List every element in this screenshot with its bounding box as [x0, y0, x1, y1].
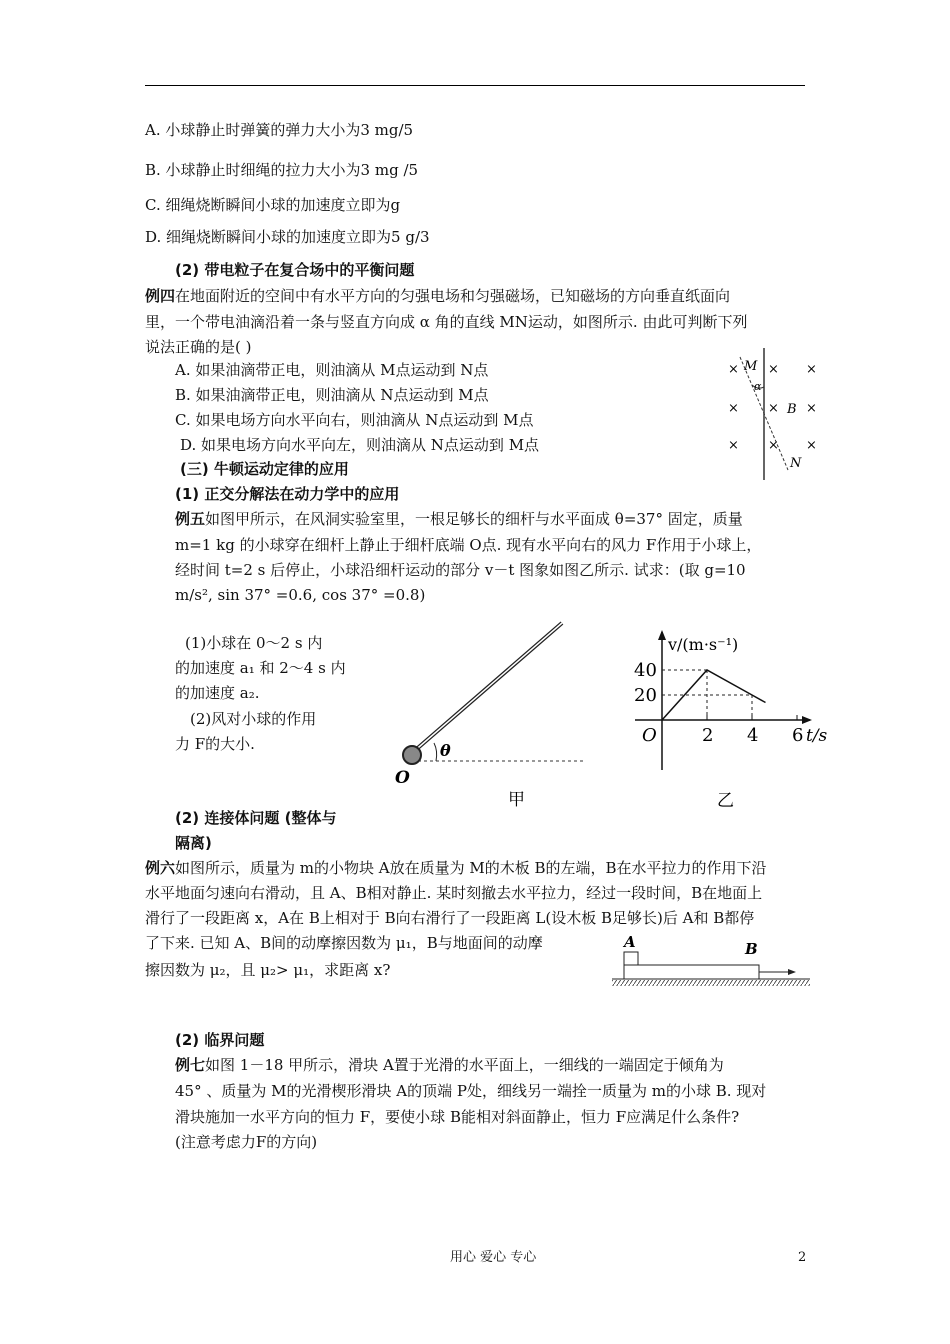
example-label: 例六 [145, 859, 176, 877]
example-label: 例五 [175, 510, 206, 528]
x-tick-label: 4 [747, 725, 759, 746]
example-6-line [145, 858, 767, 878]
x-axis-arrow [802, 716, 812, 724]
question-line: (1)小球在 0～2 s 内 [185, 634, 323, 652]
subsection-heading: (1) 正交分解法在动力学中的应用 [175, 485, 400, 503]
example-4-line [145, 286, 730, 306]
field-cross: × [806, 401, 817, 416]
label-a: A [624, 933, 636, 951]
example-6-line: 擦因数为 μ₂，且 μ₂> μ₁，求距离 x? [145, 961, 391, 979]
option-a: A. 小球静止时弹簧的弹力大小为3 mg/5 [145, 121, 414, 139]
label-theta: θ [440, 741, 451, 760]
example-4-line: 说法正确的是( ) [145, 338, 252, 356]
field-cross: × [806, 438, 817, 453]
example-5-line: m=1 kg 的小球穿在细杆上静止于细杆底端 O点. 现有水平向右的风力 F作用于小球上， [175, 536, 762, 554]
label-m: M [744, 359, 758, 374]
field-cross: × [768, 362, 779, 377]
ex4-option-d: D. 如果电场方向水平向左，则油滴从 N点运动到 M点 [180, 436, 540, 454]
label-o: O [395, 768, 410, 788]
ex4-option-c: C. 如果电场方向水平向右，则油滴从 N点运动到 M点 [175, 411, 534, 429]
ball [403, 746, 421, 764]
page-number: 2 [798, 1250, 807, 1265]
example-5-line [175, 509, 743, 529]
y-axis-arrow [658, 630, 666, 640]
field-cross: × [728, 401, 739, 416]
block-board-figure [610, 930, 820, 995]
footer-motto: 用心 爱心 专心 [450, 1250, 537, 1265]
ex4-option-a: A. 如果油滴带正电，则油滴从 M点运动到 N点 [175, 361, 489, 379]
example-6-line: 了下来. 已知 A、B间的动摩擦因数为 μ₁，B与地面间的动摩 [145, 934, 543, 952]
rod-figure [390, 615, 600, 815]
x-tick-label: 6 [792, 725, 804, 746]
example-5-line: m/s², sin 37° =0.6, cos 37° =0.8) [175, 586, 426, 604]
figure-caption: 甲 [508, 790, 525, 810]
text: 在地面附近的空间中有水平方向的匀强电场和匀强磁场，已知磁场的方向垂直纸面向 [175, 287, 731, 305]
vt-chart [620, 620, 828, 820]
ex4-option-b: B. 如果油滴带正电，则油滴从 N点运动到 M点 [175, 386, 489, 404]
example-6-line: 滑行了一段距离 x，A在 B上相对于 B向右滑行了一段距离 L(设木板 B足够长)后 A和 B都停 [145, 909, 755, 927]
option-c: C. 细绳烧断瞬间小球的加速度立即为g [145, 196, 401, 214]
question-line: 力 F的大小. [175, 735, 255, 753]
example-7-line: (注意考虑力F的方向) [175, 1133, 318, 1151]
angle-arc [434, 743, 437, 761]
option-b: B. 小球静止时细绳的拉力大小为3 mg /5 [145, 161, 419, 179]
field-cross: × [806, 362, 817, 377]
question-line: 的加速度 a₁ 和 2～4 s 内 [175, 659, 346, 677]
example-5-line: 经时间 t=2 s 后停止，小球沿细杆运动的部分 v－t 图象如图乙所示. 试求：(取 g=10 [175, 561, 746, 579]
y-axis-label: v/(m·s⁻¹) [668, 635, 739, 654]
label-b: B [787, 402, 797, 417]
text: 如图甲所示，在风洞实验室里，一根足够长的细杆与水平面成 θ=37° 固定，质量 [205, 510, 743, 528]
example-7-line: 45° 、质量为 M的光滑楔形滑块 A的顶端 P处，细线另一端拴一质量为 m的小球 B. 现对 [175, 1082, 767, 1100]
subsection-heading: (2) 临界问题 [175, 1031, 265, 1049]
x-tick-label: 2 [702, 725, 714, 746]
example-label: 例七 [175, 1056, 206, 1074]
board-b [624, 965, 759, 979]
force-arrowhead [788, 969, 796, 975]
option-d: D. 细绳烧断瞬间小球的加速度立即为5 g/3 [145, 228, 430, 246]
question-line: (2)风对小球的作用 [190, 710, 317, 728]
example-4-line: 里，一个带电油滴沿着一条与竖直方向成 α 角的直线 MN运动，如图所示. 由此可判断下列 [145, 313, 748, 331]
series-line [662, 670, 766, 720]
text: 如图 1－18 甲所示，滑块 A置于光滑的水平面上，一细线的一端固定于倾角为 [205, 1056, 724, 1074]
section-heading: (三) 牛顿运动定律的应用 [180, 460, 349, 478]
label-b: B [745, 940, 758, 958]
field-cross: × [768, 401, 779, 416]
subsection-heading: 隔离) [175, 834, 212, 852]
origin-label: O [642, 725, 657, 746]
field-cross: × [768, 438, 779, 453]
question-line: 的加速度 a₂. [175, 684, 260, 702]
x-axis-label: t/s [806, 726, 828, 746]
y-tick-label: 40 [634, 660, 657, 681]
block-a [624, 952, 638, 965]
field-cross: × [728, 362, 739, 377]
text: 如图所示，质量为 m的小物块 A放在质量为 M的木板 B的左端，B在水平拉力的作用下沿 [175, 859, 767, 877]
example-7-line [175, 1055, 724, 1075]
example-label: 例四 [145, 287, 176, 305]
example-6-line: 水平地面匀速向右滑动，且 A、B相对静止. 某时刻撤去水平拉力，经过一段时间，B在地面上 [145, 884, 763, 902]
label-alpha: α [754, 380, 762, 393]
header-rule [145, 85, 805, 86]
ground-hatch [612, 980, 810, 986]
subsection-heading: (2) 连接体问题 (整体与 [175, 809, 337, 827]
rod-highlight [412, 623, 562, 753]
label-n: N [790, 456, 802, 471]
magnetic-field-figure [720, 345, 820, 485]
figure-caption: 乙 [717, 791, 734, 811]
example-7-line: 滑块施加一水平方向的恒力 F，要使小球 B能相对斜面静止，恒力 F应满足什么条件? [175, 1108, 740, 1126]
field-cross: × [728, 438, 739, 453]
section-heading: (2) 带电粒子在复合场中的平衡问题 [175, 261, 415, 279]
y-tick-label: 20 [634, 685, 657, 706]
